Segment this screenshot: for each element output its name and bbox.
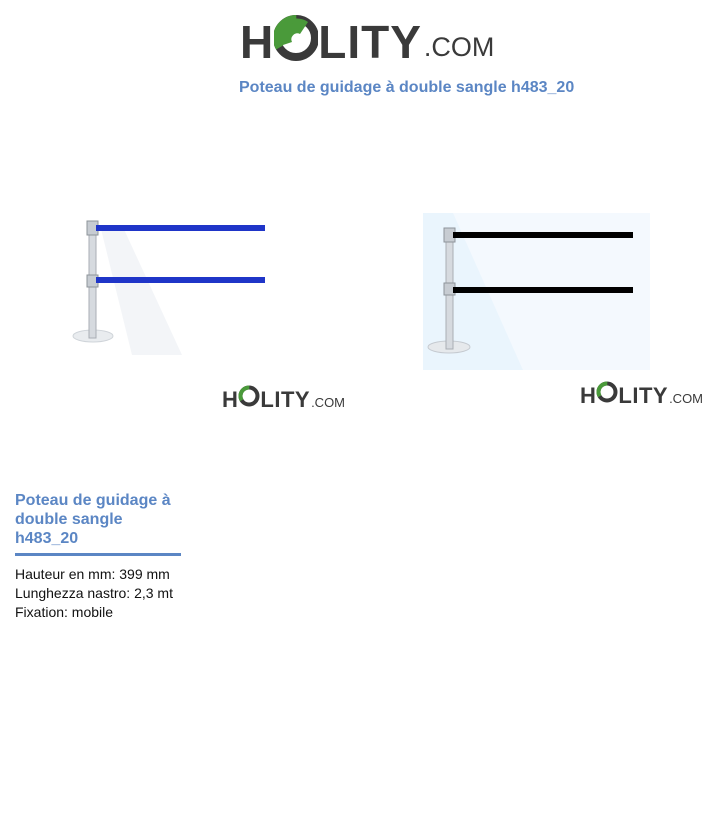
brand-logo[interactable] bbox=[240, 12, 494, 67]
logo-o-icon bbox=[238, 383, 260, 412]
watermark-logo-left bbox=[222, 383, 345, 412]
product-image-blue[interactable] bbox=[62, 205, 282, 365]
page-title: Poteau de guidage à double sangle h483_20 bbox=[239, 79, 575, 96]
spec-height: Hauteur en mm: 399 mm bbox=[15, 566, 170, 582]
watermark-suffix: .COM bbox=[669, 391, 704, 406]
watermark-letters-lity: LITY bbox=[618, 383, 669, 408]
product-specs bbox=[15, 565, 173, 622]
watermark-letters-lity: LITY bbox=[260, 387, 311, 412]
title-divider bbox=[15, 553, 181, 556]
logo-letter-h: H bbox=[240, 16, 275, 68]
logo-letters-lity: LITY bbox=[318, 16, 422, 68]
logo-o-icon bbox=[596, 379, 618, 408]
logo-suffix: .COM bbox=[423, 32, 495, 62]
product-title: Poteau de guidage à double sangle h483_20 bbox=[15, 492, 171, 547]
logo-o-icon bbox=[274, 12, 318, 67]
watermark-letter-h: H bbox=[222, 387, 239, 412]
spec-fixation: Fixation: mobile bbox=[15, 604, 114, 620]
spec-belt-length: Lunghezza nastro: 2,3 mt bbox=[15, 585, 173, 601]
watermark-letter-h: H bbox=[580, 383, 597, 408]
product-image-black[interactable] bbox=[423, 213, 650, 370]
watermark-suffix: .COM bbox=[311, 395, 346, 410]
watermark-logo-right bbox=[580, 379, 703, 408]
